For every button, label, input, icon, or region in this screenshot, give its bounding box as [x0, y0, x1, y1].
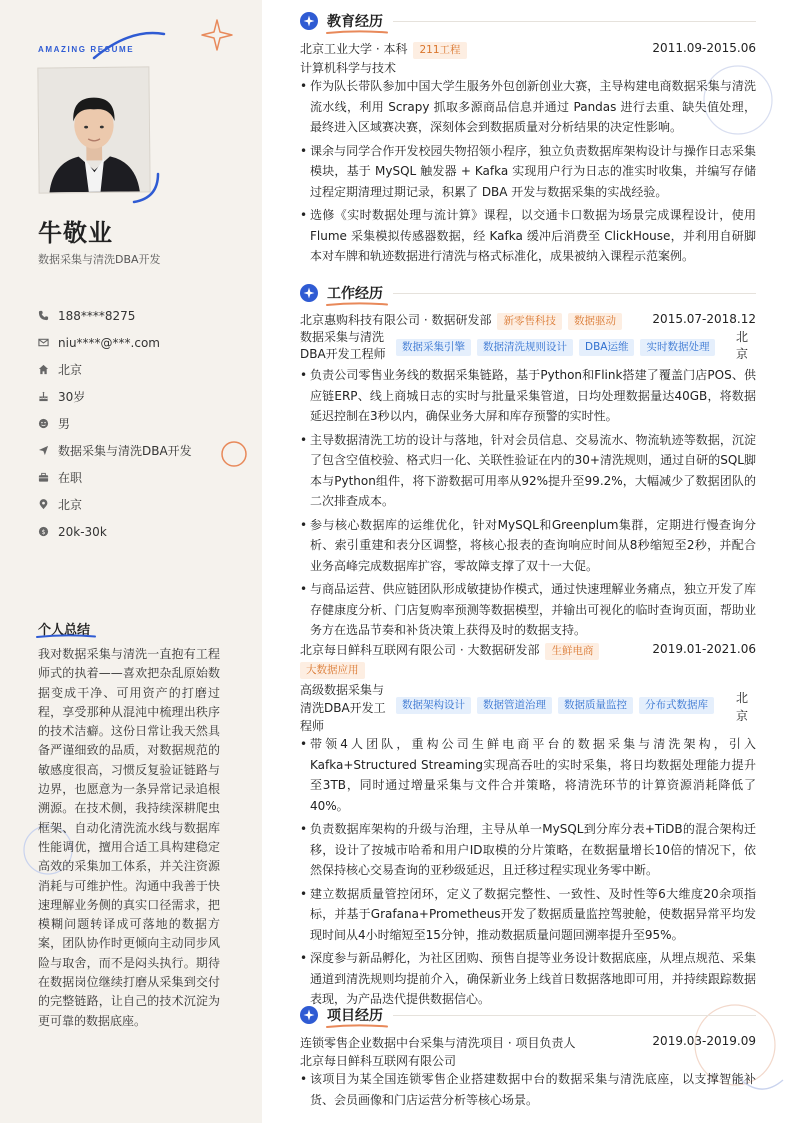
skill-tag: 数据管道治理	[477, 697, 552, 714]
list-item: • 带领4人团队，重构公司生鲜电商平台的数据采集与清洗架构，引入Kafka+Structured Streaming实现高吞吐的实时采集，将日均数据处理能力提升至3TB，同时通过增量采集与文件合并策略，将清洗环节的计算资源消耗降低了40%。	[300, 734, 756, 816]
job-1-skill-tags	[390, 339, 715, 356]
sidebar	[0, 0, 262, 1123]
info-age	[38, 383, 192, 410]
project-name: 连锁零售企业数据中台采集与清洗项目 · 项目负责人	[300, 1036, 576, 1050]
profile-photo	[37, 66, 150, 193]
info-target-role-text: 数据采集与清洗DBA开发	[58, 444, 192, 458]
job-2-bullet-list	[300, 734, 756, 1013]
salary-icon	[38, 526, 58, 537]
job-2-company: 北京每日鲜科互联网有限公司 · 大数据研发部	[300, 643, 540, 657]
job-2-position: 高级数据采集与清洗DBA开发工程师	[300, 683, 386, 733]
section-underline	[326, 1024, 388, 1029]
gender-icon	[38, 418, 58, 429]
education-bullet-list	[300, 76, 756, 270]
skill-tag: 数据清洗规则设计	[477, 339, 573, 356]
job-2-tag-row	[294, 662, 750, 679]
info-home	[38, 356, 192, 383]
star-badge-icon	[300, 1006, 318, 1024]
list-item: • 负责公司零售业务线的数据采集链路，基于Python和Flink搭建了覆盖门店POS、供应链ERP、线上商城日志的实时与批量采集管道，日均处理数据量达40GB，将数据延迟控制在3秒以内，确保业务大屏和库存预警的实时性。	[300, 365, 756, 427]
info-gender-text: 男	[58, 417, 71, 431]
education-major: 计算机科学与技术	[300, 61, 397, 75]
home-icon	[38, 364, 58, 375]
sparkle-icon	[200, 18, 234, 52]
info-email-text: niu****@***.com	[58, 335, 160, 350]
divider	[393, 1015, 756, 1016]
education-section-header	[300, 11, 756, 31]
briefcase-icon	[38, 472, 58, 483]
job-1-position: 数据采集与清洗DBA开发工程师	[300, 330, 386, 361]
summary-text: 我对数据采集与清洗一直抱有工程师式的执着——喜欢把杂乱原始数据变成干净、可用资产的打磨过程，享受那种从混沌中梳理出秩序的技术洁癖。这份日常让我天然具备严谨细致的品质，对数据规范的敏感度很高，习惯反复验证链路与边界，也愿意为一条异常记录追根溯源。在技术侧，我持续深耕爬虫框架、自动化清洗流水线与数据库性能调优，擅用合适工具构建稳定高效的采集加工体系，并关注资源消耗与可维护性。沟通中我善于快速理解业务侧的真实口径需求，把模糊问题转译成可落地的数据方案，团队协作时更倾向主动同步风险与取舍，而不是闷头执行。期待在数据岗位继续打磨从采集到交付的完整链路，让自己的技术沉淀为更可靠的数据底座。	[38, 647, 220, 1028]
job-1-bullet-list	[300, 365, 756, 644]
projects-section-header	[300, 1005, 756, 1025]
section-underline	[326, 30, 388, 35]
send-icon	[38, 445, 58, 456]
job-2-position-row	[300, 681, 756, 735]
job-1-tag: 数据驱动	[568, 313, 622, 330]
job-2-header-row	[300, 641, 756, 660]
job-1-date: 2015.07-2018.12	[652, 312, 756, 326]
info-gender	[38, 410, 192, 437]
list-item: • 课余与同学合作开发校园失物招领小程序，独立负责数据库架构设计与操作日志采集模块，基于 MySQL 触发器 + Kafka 实现用户行为日志的准实时收集，并编写存储过程定期清理过期记录，积累了 DBA 开发与数据采集的实战经验。	[300, 141, 756, 203]
info-status	[38, 464, 192, 491]
job-2-skill-tags	[390, 697, 714, 714]
list-item: • 与商品运营、供应链团队形成敏捷协作模式，通过快速理解业务痛点，独立开发了库存健康度分析、门店复购率预测等数据模型，并输出可视化的临时查询页面，帮助业务方在选品节奏和补货决策上获得及时的数据支持。	[300, 579, 756, 641]
contact-info-list	[38, 302, 192, 545]
skill-tag: DBA运维	[579, 339, 634, 356]
job-1-city: 北京	[736, 330, 749, 361]
tagline: AMAZING RESUME	[38, 45, 135, 54]
list-item: • 深度参与新品孵化，为社区团购、预售自提等业务设计数据底座，从埋点规范、采集通道到清洗规则均提前介入，确保新业务上线首日数据落地即可用，并持续跟踪数据表现，为产品迭代提供数据信心。	[300, 948, 756, 1010]
divider	[393, 21, 756, 22]
project-date: 2019.03-2019.09	[652, 1034, 756, 1048]
info-status-text: 在职	[58, 471, 83, 485]
job-1-position-row	[300, 329, 756, 365]
cake-icon	[38, 391, 58, 402]
info-phone	[38, 302, 192, 329]
education-section-title: 教育经历	[327, 14, 383, 30]
job-1-company: 北京惠购科技有限公司 · 数据研发部	[300, 313, 492, 327]
decorative-circle	[218, 438, 250, 470]
project-company: 北京每日鲜科互联网有限公司	[300, 1054, 457, 1068]
location-icon	[38, 499, 58, 510]
star-badge-icon	[300, 12, 318, 30]
list-item: • 选修《实时数据处理与流计算》课程，以交通卡口数据为场景完成课程设计，使用 Flume 采集模拟传感器数据，经 Kafka 缓冲后消费至 ClickHouse，并利用自研脚本对车牌和轨迹数据进行清洗与格式标准化，成果被纳入课程示范案例。	[300, 205, 756, 267]
projects-section-title: 项目经历	[327, 1008, 383, 1024]
education-tag: 211工程	[413, 42, 466, 59]
skill-tag: 实时数据处理	[640, 339, 715, 356]
work-section-title: 工作经历	[327, 286, 383, 302]
education-date: 2011.09-2015.06	[652, 41, 756, 55]
info-email	[38, 329, 192, 356]
education-header-row	[300, 40, 756, 59]
job-1-tag: 新零售科技	[497, 313, 562, 330]
summary-underline	[36, 634, 96, 639]
list-item: • 负责数据库架构的升级与治理，主导从单一MySQL到分库分表+TiDB的混合架构迁移，设计了按城市哈希和用户ID取模的分片策略，在数据量增长10倍的情况下，依然保持核心交易查询的亚秒级延迟，且迁移过程实现业务零中断。	[300, 819, 756, 881]
phone-icon	[38, 310, 58, 321]
info-phone-text: 188****8275	[58, 308, 136, 323]
job-1-header-row	[300, 311, 756, 330]
list-item: • 主导数据清洗工坊的设计与落地，针对会员信息、交易流水、物流轨迹等数据，沉淀了包含空值校验、格式归一化、关联性验证在内的30+清洗规则，通过自研的SQL脚本与Python组件，将下游数据可用率从92%提升至99.2%，大幅减少了数据团队的二次排查成本。	[300, 430, 756, 512]
candidate-role: 数据采集与清洗DBA开发	[38, 253, 161, 266]
divider	[393, 293, 756, 294]
list-item: • 建立数据质量管控闭环，定义了数据完整性、一致性、及时性等6大维度20余项指标，并基于Grafana+Prometheus开发了数据质量监控驾驶舱，使数据异常平均发现时间从4小时缩短至15分钟，推动数据质量问题回溯率提升至95%。	[300, 884, 756, 946]
info-target-role	[38, 437, 192, 464]
list-item: • 该项目为某全国连锁零售企业搭建数据中台的数据采集与清洗底座，以支撑智能补货、会员画像和门店运营分析等核心场景。	[300, 1069, 756, 1110]
job-2-date: 2019.01-2021.06	[652, 642, 756, 656]
summary-title: 个人总结	[38, 623, 91, 638]
project-header-row	[300, 1034, 756, 1051]
svg-text:$: $	[41, 527, 46, 536]
info-salary-text: 20k-30k	[58, 524, 107, 539]
job-2-tag: 大数据应用	[300, 662, 365, 679]
list-item: • 作为队长带队参加中国大学生服务外包创新创业大赛，主导构建电商数据采集与清洗流水线，利用 Scrapy 抓取多源商品信息并通过 Pandas 进行去重、缺失值处理，最终进入区域赛决赛，深刻体会到数据质量对分析结果的决定性影响。	[300, 76, 756, 138]
info-location	[38, 491, 192, 518]
star-badge-icon	[300, 284, 318, 302]
info-home-text: 北京	[58, 363, 83, 377]
info-salary	[38, 518, 192, 545]
info-location-text: 北京	[58, 498, 83, 512]
skill-tag: 数据架构设计	[396, 697, 471, 714]
skill-tag: 数据采集引擎	[396, 339, 471, 356]
info-age-text: 30岁	[58, 390, 86, 404]
skill-tag: 分布式数据库	[639, 697, 714, 714]
section-underline	[326, 302, 388, 307]
job-2-city: 北京	[736, 691, 749, 723]
list-item: • 参与核心数据库的运维优化，针对MySQL和Greenplum集群，定期进行慢查询分析、索引重建和表分区调整，将核心报表的查询响应时间从8秒缩短至2秒，并配合业务高峰完成数据库扩容，零故障支撑了双十一大促。	[300, 515, 756, 577]
job-2-tag: 生鲜电商	[545, 643, 599, 660]
email-icon	[38, 337, 58, 348]
education-school: 北京工业大学 · 本科	[300, 42, 408, 56]
work-section-header	[300, 283, 756, 303]
skill-tag: 数据质量监控	[558, 697, 633, 714]
project-bullet-list	[300, 1069, 756, 1113]
candidate-name: 牛敬业	[38, 219, 113, 247]
